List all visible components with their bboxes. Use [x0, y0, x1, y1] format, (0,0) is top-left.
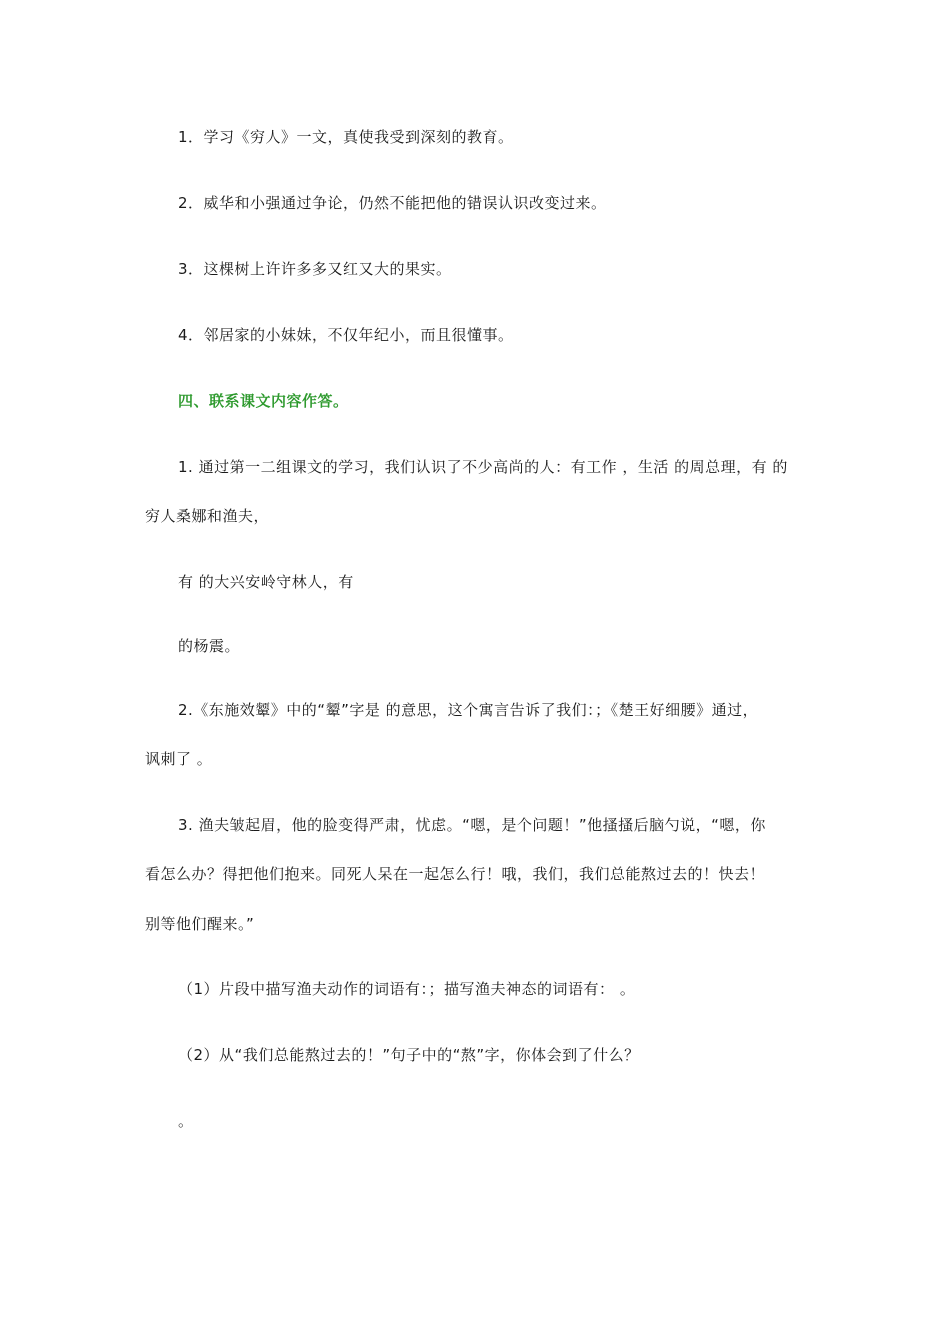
- question-1-line-1: 1. 通过第一二组课文的学习，我们认识了不少高尚的人：有工作 ，生活 的周总理，有 的: [178, 458, 788, 476]
- question-1-line-3: 有 的大兴安岭守林人，有: [178, 573, 354, 591]
- question-2-line-2: 讽刺了 。: [145, 750, 213, 768]
- question-3-subquestion-2: （2）从“我们总能熬过去的！”句子中的“熬”字，你体会到了什么？: [178, 1046, 640, 1064]
- sentence-item-2: 2．威华和小强通过争论，仍然不能把他的错误认识改变过来。: [178, 194, 607, 212]
- sentence-item-3: 3．这棵树上许许多多又红又大的果实。: [178, 260, 452, 278]
- sentence-item-1: 1．学习《穷人》一文，真使我受到深刻的教育。: [178, 128, 514, 146]
- question-3-answer-line: 。: [178, 1112, 194, 1130]
- question-3-subquestion-1: （1）片段中描写渔夫动作的词语有：；描写渔夫神态的词语有： 。: [178, 980, 636, 998]
- question-3-line-3: 别等他们醒来。”: [145, 915, 255, 933]
- question-2-line-1: 2.《东施效颦》中的“颦”字是 的意思，这个寓言告诉了我们：；《楚王好细腰》通过，: [178, 701, 759, 719]
- question-3-line-1: 3. 渔夫皱起眉，他的脸变得严肃，忧虑。“嗯，是个问题！”他搔搔后脑勺说，“嗯，你: [178, 816, 766, 834]
- section-heading: 四、联系课文内容作答。: [178, 392, 349, 410]
- question-3-line-2: 看怎么办？得把他们抱来。同死人呆在一起怎么行！哦，我们，我们总能熬过去的！快去！: [145, 865, 766, 883]
- question-1-line-2: 穷人桑娜和渔夫，: [145, 507, 270, 525]
- question-1-line-4: 的杨震。: [178, 637, 241, 655]
- sentence-item-4: 4．邻居家的小妹妹，不仅年纪小，而且很懂事。: [178, 326, 514, 344]
